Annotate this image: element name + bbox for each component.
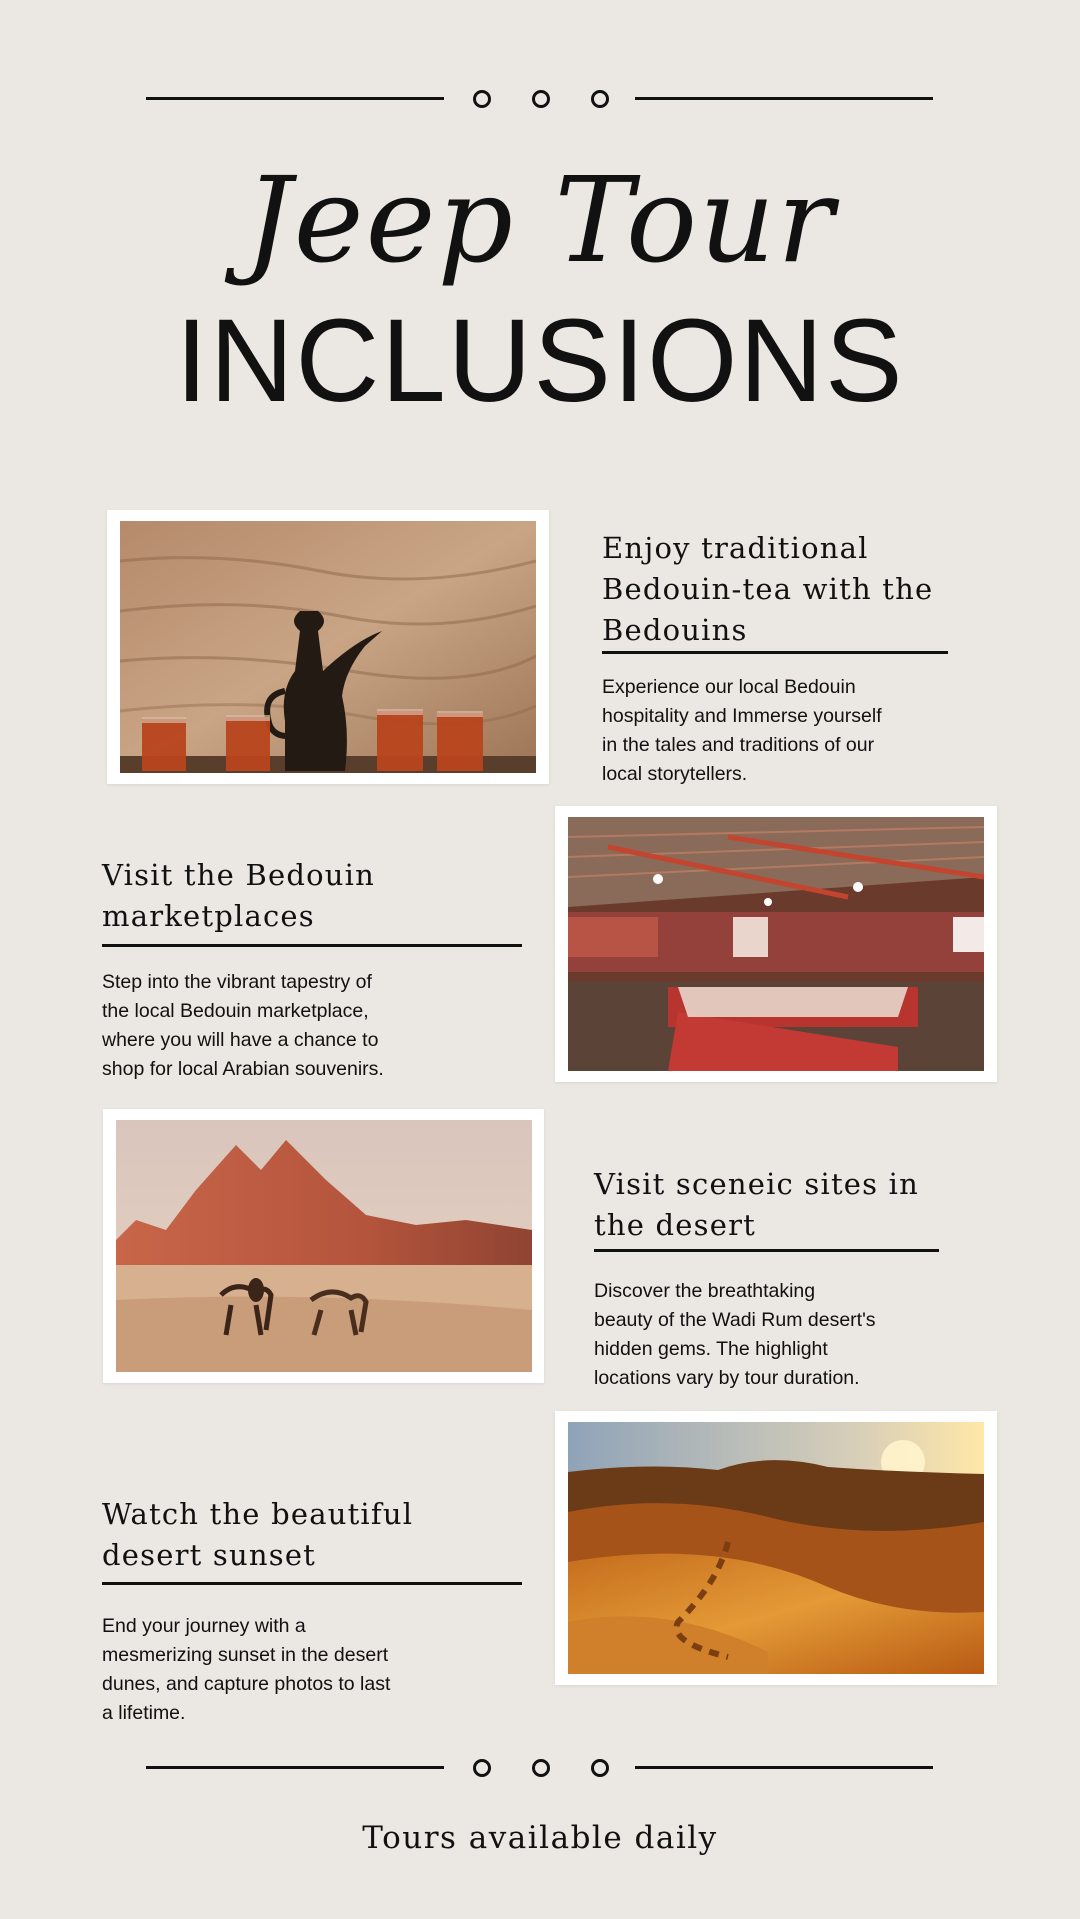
page-title-script: Jeep Tour	[244, 151, 836, 289]
section-description-sunset: End your journey with a mesmerizing sunset in the desert dunes, and capture photos to last a lifetime.	[102, 1615, 391, 1724]
section-description-marketplace: Step into the vibrant tapestry of the local Bedouin marketplace, where you will have a chance to shop for local Arabian souvenirs.	[102, 971, 384, 1080]
page-title: INCLUSIONS	[175, 293, 905, 427]
section-description-scenic: Discover the breathtaking beauty of the Wadi Rum desert's hidden gems. The highlight locations vary by tour duration.	[594, 1280, 876, 1389]
section-heading-marketplace: Visit the Bedouin marketplaces	[102, 858, 375, 933]
section-rule-sunset	[102, 1582, 522, 1585]
desert-sunset-photo	[555, 1411, 997, 1685]
section-heading-tea: Enjoy traditional Bedouin-tea with the Bedouins	[602, 531, 934, 647]
scenic-desert-photo	[103, 1109, 544, 1383]
section-heading-scenic: Visit sceneic sites in the desert	[594, 1167, 920, 1242]
section-heading-sunset: Watch the beautiful desert sunset	[102, 1497, 414, 1572]
section-rule-tea	[602, 651, 948, 654]
footer-text: Tours available daily	[362, 1820, 718, 1856]
section-rule-scenic	[594, 1249, 939, 1252]
bedouin-tea-photo	[107, 510, 549, 784]
bottom-divider	[146, 1753, 933, 1781]
section-rule-marketplace	[102, 944, 522, 947]
section-description-tea: Experience our local Bedouin hospitality and Immerse yourself in the tales and traditions of our local storytellers.	[602, 676, 882, 785]
marketplace-photo	[555, 806, 997, 1082]
top-divider	[146, 84, 933, 112]
